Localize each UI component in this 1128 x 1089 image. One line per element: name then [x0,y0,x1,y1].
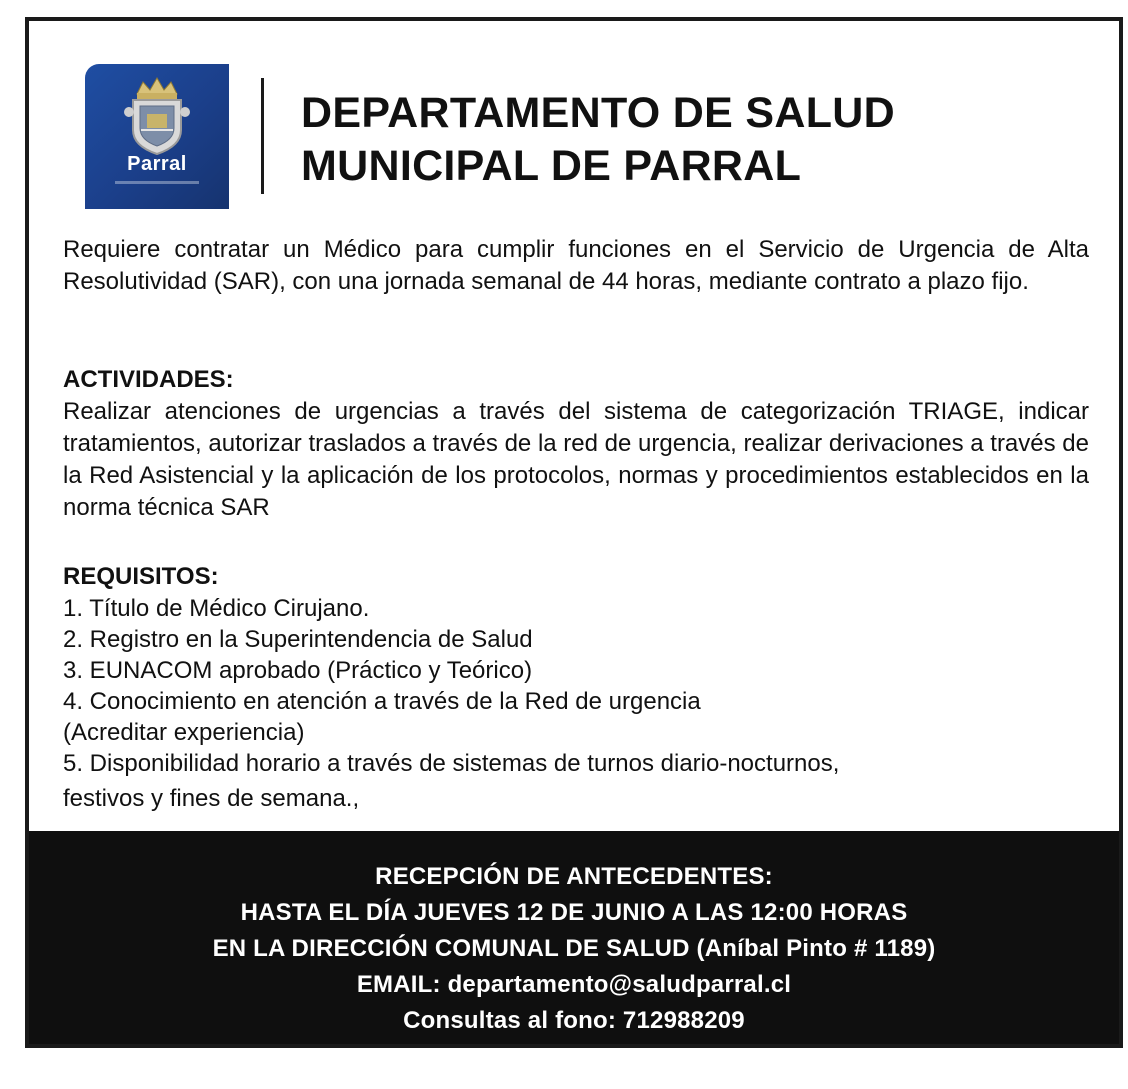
logo-subline [115,181,199,184]
requirement-item: (Acreditar experiencia) [63,719,305,746]
banner-line-1: RECEPCIÓN DE ANTECEDENTES: [375,863,773,890]
requirements-list [63,593,1103,814]
crest-icon [85,64,229,209]
banner-email: EMAIL: departamento@saludparral.cl [356,971,792,998]
requirements-heading: REQUISITOS: [63,563,219,590]
logo-text: Parral [127,153,187,175]
intro-paragraph: Requiere contratar un Médico para cumplir funciones en el Servicio de Urgencia de Alta Resolutividad (SAR), con una jornada semanal de 44 horas, mediante contrato a plazo fijo. [63,236,1089,295]
requirement-item: 2. Registro en la Superintendencia de Salud [63,626,533,653]
header-divider [261,78,264,194]
banner-line-3: EN LA DIRECCIÓN COMUNAL DE SALUD (Aníbal Pinto # 1189) [212,935,936,962]
requirement-item: 3. EUNACOM aprobado (Práctico y Teórico) [63,657,533,684]
parral-logo [85,64,229,209]
title-line-2: MUNICIPAL DE PARRAL [301,142,802,190]
activities-heading: ACTIVIDADES: [63,366,234,393]
requirement-item: 1. Título de Médico Cirujano. [63,595,370,622]
requirement-item: 5. Disponibilidad horario a través de sistemas de turnos diario-nocturnos, [63,750,840,777]
requirement-item: 4. Conocimiento en atención a través de la Red de urgencia [63,688,701,715]
reception-banner [29,831,1119,1044]
banner-line-2: HASTA EL DÍA JUEVES 12 DE JUNIO A LAS 12:00 HORAS [240,899,908,926]
title-line-1: DEPARTAMENTO DE SALUD [301,89,895,137]
advertisement-frame [25,17,1123,1048]
requirement-item: festivos y fines de semana., [63,785,360,812]
page-title [301,87,895,193]
activities-paragraph: Realizar atenciones de urgencias a través del sistema de categorización TRIAGE, indicar tratamientos, autorizar traslados a través de la red de urgencia, realizar derivaciones a través de la Red Asistencial y la aplicación de los protocolos, normas y procedimientos establecidos en la norma técnica SAR [63,398,1089,521]
banner-phone: Consultas al fono: 712988209 [403,1007,745,1034]
